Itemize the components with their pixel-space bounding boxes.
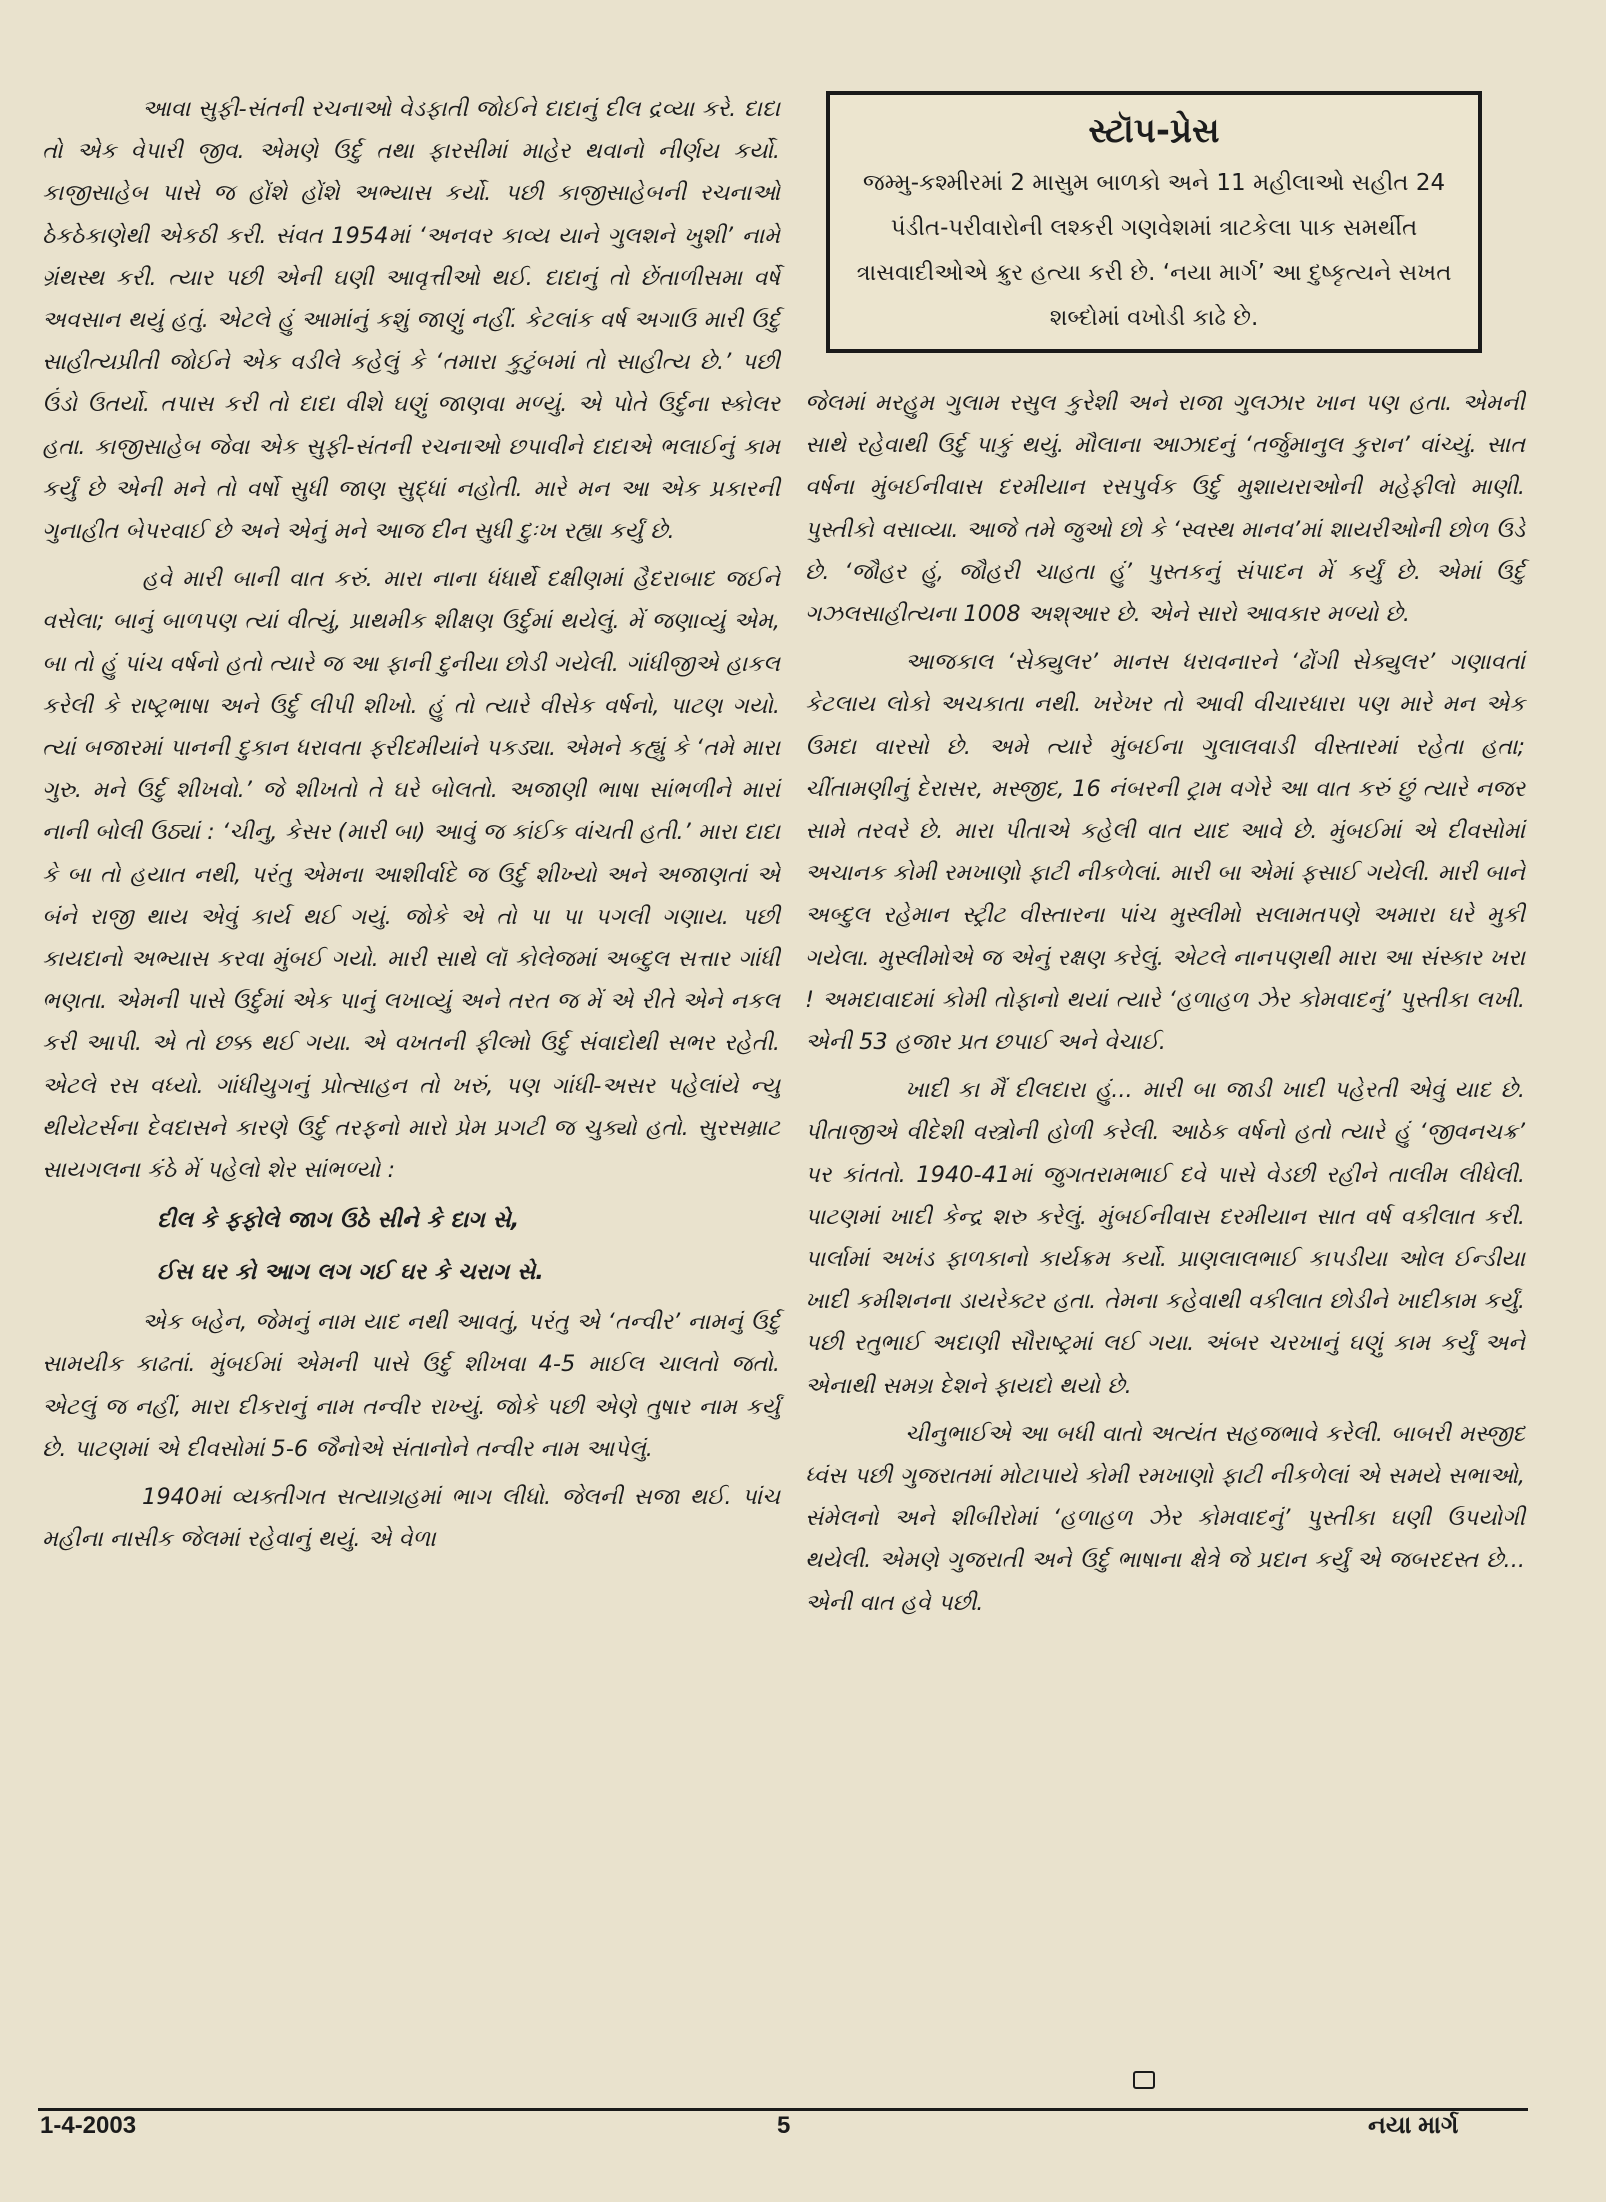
article-paragraph: ચીનુભાઈએ આ બધી વાતો અત્યંત સહજભાવે કરેલી. બાબરી મસ્જીદ ધ્વંસ પછી ગુજરાતમાં મોટાપાયે કોમી રમખાણો ફાટી નીકળેલાં એ સમયે સભાઓ, સંમેલનો અને શીબીરોમાં ‘હળાહળ ઝેર કોમવાદનું’ પુસ્તીકા ઘણી ઉપયોગી થયેલી. એમણે ગુજરાતી અને ઉર્દુ ભાષાના ક્ષેત્રે જે પ્રદાન કર્યું એ જબરદસ્ત છે... એની વાત હવે પછી.: [805, 1420, 1525, 1616]
footer-divider: [38, 2108, 1528, 2111]
couplet-line: દીલ કે ફફોલે જાગ ઉઠે સીને કે દાગ સે,: [157, 1207, 520, 1234]
page-number: 5: [777, 2112, 791, 2139]
article-paragraph: જેલમાં મરહુમ ગુલામ રસુલ કુરેશી અને રાજા ગુલઝાર ખાન પણ હતા. એમની સાથે રહેવાથી ઉર્દુ પાકું થયું. મૌલાના આઝાદનું ‘તર્જુમાનુલ કુરાન’ વાંચ્યું. સાત વર્ષના મુંબઈનીવાસ દરમીયાન રસપુર્વક ઉર્દુ મુશાયરાઓની મહેફીલો માણી. પુસ્તીકો વસાવ્યા. આજે તમે જુઓ છો કે ‘સ્વસ્થ માનવ’માં શાયરીઓની છોળ ઉડે છે. ‘જૌહર હું, જૌહરી ચાહતા હું’ પુસ્તકનું સંપાદન મેં કર્યું છે. એમાં ઉર્દુ ગઝલસાહીત્યના 1008 અશ્આર છે. એને સારો આવકાર મળ્યો છે.: [805, 390, 1525, 628]
issue-date: 1-4-2003: [40, 2112, 137, 2139]
stop-press-body: જમ્મુ-કશ્મીરમાં 2 માસુમ બાળકો અને 11 મહીલાઓ સહીત 24 પંડીત-પરીવારોની લશ્કરી ગણવેશમાં ત્રાટકેલા પાક સમર્થીત ત્રાસવાદીઓએ ક્રુર હત્યા કરી છે. ‘નયા માર્ગ’ આ દુષ્કૃત્યને સખત શબ્દોમાં વખોડી કાઢે છે.: [856, 170, 1452, 331]
article-paragraph: હવે મારી બાની વાત કરું. મારા નાના ધંધાર્થે દક્ષીણમાં હૈદરાબાદ જઈને વસેલા; બાનું બાળપણ ત્યાં વીત્યું, પ્રાથમીક શીક્ષણ ઉર્દુમાં થયેલું. મેં જણાવ્યું એમ, બા તો હું પાંચ વર્ષનો હતો ત્યારે જ આ ફાની દુનીયા છોડી ગયેલી. ગાંધીજીએ હાકલ કરેલી કે રાષ્ટ્રભાષા અને ઉર્દુ લીપી શીખો. હું તો ત્યારે વીસેક વર્ષનો, પાટણ ગયો. ત્યાં બજારમાં પાનની દુકાન ધરાવતા ફરીદમીયાંને પકડ્યા. એમને કહ્યું કે ‘તમે મારા ગુરુ. મને ઉર્દુ શીખવો.’ જે શીખતો તે ઘરે બોલતો. અજાણી ભાષા સાંભળીને મારાં નાની બોલી ઉઠ્યાં : ‘ચીનુ, કેસર (મારી બા) આવું જ કાંઈક વાંચતી હતી.’ મારા દાદા કે બા તો હયાત નથી, પરંતુ એમના આશીર્વાદે જ ઉર્દુ શીખ્યો અને અજાણતાં એ બંને રાજી થાય એવું કાર્ય થઈ ગયું. જોકે એ તો પા પા પગલી ગણાય. પછી કાયદાનો અભ્યાસ કરવા મુંબઈ ગયો. મારી સાથે લૉ કોલેજમાં અબ્દુલ સત્તાર ગાંધી ભણતા. એમની પાસે ઉર્દુમાં એક પાનું લખાવ્યું અને તરત જ મેં એ રીતે એને નકલ કરી આપી. એ તો છક્ક થઈ ગયા. એ વખતની ફીલ્મો ઉર્દુ સંવાદોથી સભર રહેતી. એટલે રસ વધ્યો. ગાંધીયુગનું પ્રોત્સાહન તો ખરું, પણ ગાંધી-અસર પહેલાંયે ન્યુ થીયેટર્સના દેવદાસને કારણે ઉર્દુ તરફનો મારો પ્રેમ પ્રગટી જ ચુક્યો હતો. સુરસમ્રાટ સાયગલના કંઠે મેં પહેલો શેર સાંભળ્યો :: [42, 566, 780, 1184]
left-column: [42, 88, 780, 1567]
publication-name: નયા માર્ગ: [1368, 2112, 1459, 2139]
article-paragraph: એક બહેન, જેમનું નામ યાદ નથી આવતું, પરંતુ એ ‘તન્વીર’ નામનું ઉર્દુ સામયીક કાઢતાં. મુંબઈમાં એમની પાસે ઉર્દુ શીખવા 4-5 માઈલ ચાલતો જતો. એટલું જ નહીં, મારા દીકરાનું નામ તન્વીર રાખ્યું. જોકે પછી એણે તુષાર નામ કર્યું છે. પાટણમાં એ દીવસોમાં 5-6 જૈનોએ સંતાનોને તન્વીર નામ આપેલું.: [42, 1309, 780, 1462]
article-paragraph: ખાદી કા મૈં દીલદારા હું... મારી બા જાડી ખાદી પહેરતી એવું યાદ છે. પીતાજીએ વીદેશી વસ્ત્રોની હોળી કરેલી. આઠેક વર્ષનો હતો ત્યારે હું ‘જીવનચક્ર’ પર કાંતતો. 1940-41માં જુગતરામભાઈ દવે પાસે વેડછી રહીને તાલીમ લીધેલી. પાટણમાં ખાદી કેન્દ્ર શરુ કરેલું. મુંબઈનીવાસ દરમીયાન સાત વર્ષ વકીલાત કરી. પાર્લામાં અખંડ ફાળકાનો કાર્યક્રમ કર્યો. પ્રાણલાલભાઈ કાપડીયા ઓલ ઈન્ડીયા ખાદી કમીશનના ડાયરેક્ટર હતા. તેમના કહેવાથી વકીલાત છોડીને ખાદીકામ કર્યું. પછી રતુભાઈ અદાણી સૌરાષ્ટ્રમાં લઈ ગયા. અંબર ચરખાનું ઘણું કામ કર્યું અને એનાથી સમગ્ર દેશને ફાયદો થયો છે.: [805, 1077, 1525, 1399]
article-paragraph: આવા સુફી-સંતની રચનાઓ વેડફાતી જોઈને દાદાનું દીલ દ્રવ્યા કરે. દાદા તો એક વેપારી જીવ. એમણે ઉર્દુ તથા ફારસીમાં માહેર થવાનો નીર્ણય કર્યો. કાજીસાહેબ પાસે જ હોંશે હોંશે અભ્યાસ કર્યો. પછી કાજીસાહેબની રચનાઓ ઠેકઠેકાણેથી એકઠી કરી. સંવત 1954માં ‘અનવર કાવ્ય યાને ગુલશને ખુશી’ નામે ગ્રંથસ્થ કરી. ત્યાર પછી એની ઘણી આવૃત્તીઓ થઈ. દાદાનું તો છેંતાળીસમા વર્ષે અવસાન થયું હતું. એટલે હું આમાંનું કશું જાણું નહીં. કેટલાંક વર્ષ અગાઉ મારી ઉર્દુ સાહીત્યપ્રીતી જોઈને એક વડીલે કહેલું કે ‘તમારા કુટુંબમાં તો સાહીત્ય છે.’ પછી ઉંડો ઉતર્યો. તપાસ કરી તો દાદા વીશે ઘણું જાણવા મળ્યું. એ પોતે ઉર્દુના સ્કોલર હતા. કાજીસાહેબ જેવા એક સુફી-સંતની રચનાઓ છપાવીને દાદાએ ભલાઈનું કામ કર્યું છે એની મને તો વર્ષો સુધી જાણ સુદ્ધાં નહોતી. મારે મન આ એક પ્રકારની ગુનાહીત બેપરવાઈ છે અને એનું મને આજ દીન સુધી દુઃખ રહ્યા કર્યું છે.: [42, 96, 780, 545]
right-column: [805, 382, 1525, 1630]
end-mark-icon: [1133, 2071, 1155, 2089]
stop-press-box: [826, 91, 1482, 353]
stop-press-title: સ્ટૉપ-પ્રેસ: [1088, 111, 1220, 151]
article-paragraph: આજકાલ ‘સેક્યુલર’ માનસ ધરાવનારને ‘ઢોંગી સેક્યુલર’ ગણાવતાં કેટલાય લોકો અચકાતા નથી. ખરેખર તો આવી વીચારધારા પણ મારે મન એક ઉમદા વારસો છે. અમે ત્યારે મુંબઈના ગુલાલવાડી વીસ્તારમાં રહેતા હતા; ચીંતામણીનું દેરાસર, મસ્જીદ, 16 નંબરની ટ્રામ વગેરે આ વાત કરું છું ત્યારે નજર સામે તરવરે છે. મારા પીતાએ કહેલી વાત યાદ આવે છે. મુંબઈમાં એ દીવસોમાં અચાનક કોમી રમખાણો ફાટી નીકળેલાં. મારી બા એમાં ફસાઈ ગયેલી. મારી બાને અબ્દુલ રહેમાન સ્ટ્રીટ વીસ્તારના પાંચ મુસ્લીમો સલામતપણે અમારા ઘરે મુકી ગયેલા. મુસ્લીમોએ જ એનું રક્ષણ કરેલું. એટલે નાનપણથી મારા આ સંસ્કાર ખરા ! અમદાવાદમાં કોમી તોફાનો થયાં ત્યારે ‘હળાહળ ઝેર કોમવાદનું’ પુસ્તીકા લખી. એની 53 હજાર પ્રત છપાઈ અને વેચાઈ.: [805, 649, 1525, 1056]
article-paragraph: 1940માં વ્યક્તીગત સત્યાગ્રહમાં ભાગ લીધો. જેલની સજા થઈ. પાંચ મહીના નાસીક જેલમાં રહેવાનું થયું. એ વેળા: [42, 1484, 780, 1553]
couplet-line: ઈસ ઘર કો આગ લગ ગઈ ઘર કે ચરાગ સે.: [157, 1259, 544, 1286]
